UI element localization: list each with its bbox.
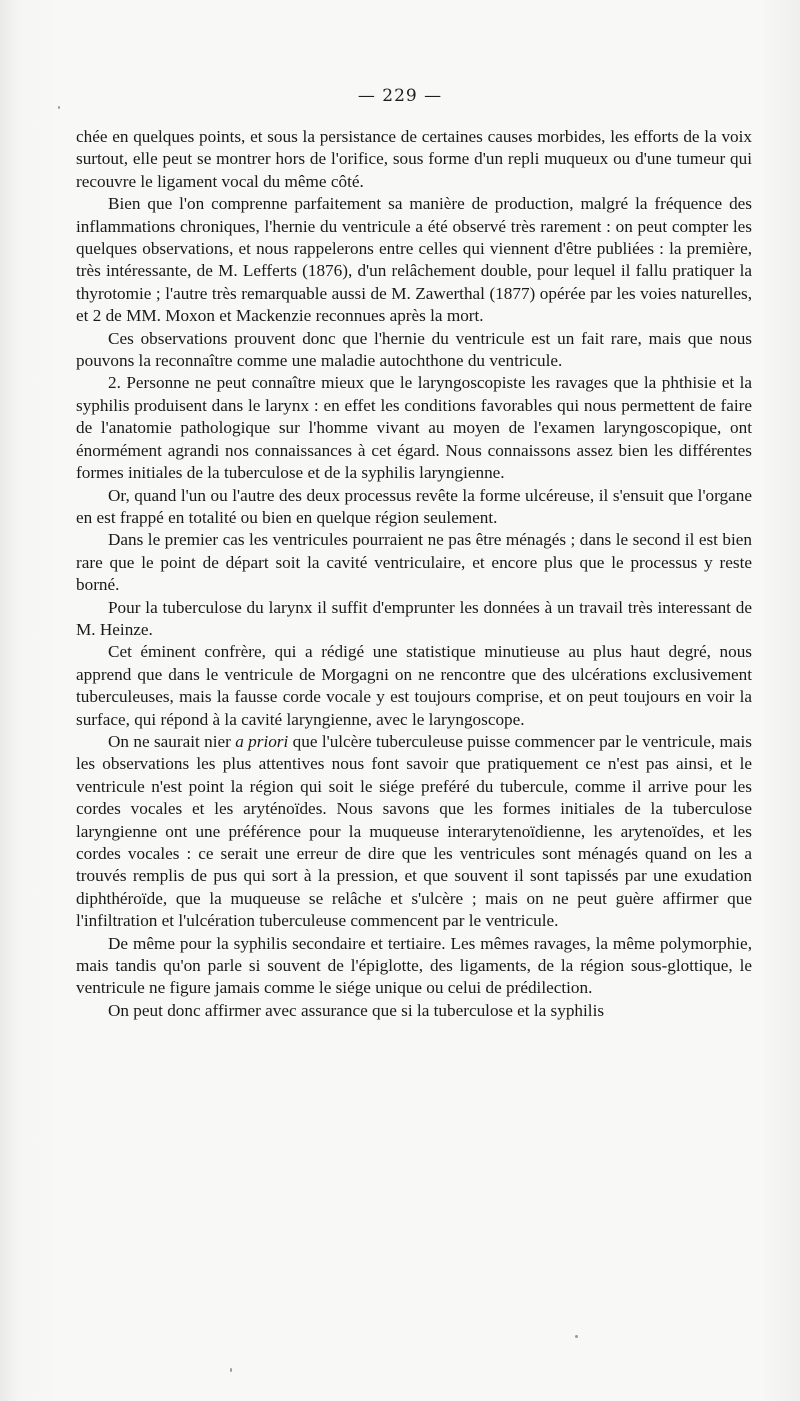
paper-speck — [230, 1368, 232, 1372]
paragraph-de-meme: De même pour la syphilis secondaire et tertiaire. Les mêmes ravages, la même polymorphie, mais tandis qu'on parle si souvent de l'épiglotte, des ligaments, de la région sous-glottique, le ventricule ne figure jamais comme le siége unique ou celui de prédilection. — [76, 933, 752, 998]
paragraph-dans-le-premier: Dans le premier cas les ventricules pourraient ne pas être ménagés ; dans le second il est bien rare que le point de départ soit la cavité ventriculaire, et encore plus que le processus y reste borné. — [76, 530, 752, 595]
text-segment: On ne saurait nier — [108, 731, 236, 751]
paragraph-on-ne-saurait — [76, 731, 752, 933]
body-text — [76, 126, 752, 1022]
paragraph-pour-la-tuberculose: Pour la tuberculose du larynx il suffit d'emprunter les données à un travail très interessant de M. Heinze. — [76, 597, 752, 639]
paper-speck — [575, 1335, 578, 1338]
page-number: — 229 — — [357, 86, 443, 106]
paper-speck — [58, 106, 60, 109]
text-segment: que l'ulcère tuberculeuse puisse commencer par le ventricule, mais les observations les plus attentives nous font savoir que pratiquement ce n'est pas ainsi, et le ventricule n'est point la région qui soit le siége preféré du tubercule, comme il arrive pour les cordes vocales et les aryténoïdes. Nous savons que les formes initiales de la tuberculose laryngienne ont une préférence pour la muqueuse interarytenoïdienne, les arytenoïdes, et les cordes vocales : ce serait une erreur de dire que les ventricules sont ménagés quand on les a trouvés remplis de pus qui sort à la pression, et que souvent il sont tapissés par une exudation diphthéroïde, que la muqueuse se relâche et s'ulcère ; mais on ne peut guère affirmer que l'infiltration et l'ulcération tuberculeuse commencent par le ventricule. — [76, 731, 752, 931]
paragraph-continuation: chée en quelques points, et sous la persistance de certaines causes morbides, les efforts de la voix surtout, elle peut se montrer hors de l'orifice, sous forme d'un repli muqueux ou d'une tumeur qui recouvre le ligament vocal du même côté. — [76, 127, 752, 191]
paragraph-on-peut-donc: On peut donc affirmer avec assurance que si la tuberculose et la syphilis — [108, 1000, 605, 1020]
paragraph-bien-que: Bien que l'on comprenne parfaitement sa manière de production, malgré la fréquence des inflammations chroniques, l'hernie du ventricule a été observé très rarement : on peut compter les quelques observations, et nous rappelerons entre celles qui viennent d'être publiées : la première, très intéressante, de M. Lefferts (1876), d'un relâchement double, pour lequel il fallu pratiquer la thyrotomie ; l'autre très remarquable aussi de M. Zawerthal (1877) opérée par les voies naturelles, et 2 de MM. Moxon et Mackenzie reconnues après la mort. — [76, 194, 752, 326]
italic-phrase: a priori — [235, 731, 289, 751]
paragraph-or-quand: Or, quand l'un ou l'autre des deux processus revête la forme ulcéreuse, il s'ensuit que l'organe en est frappé en totalité ou bien en quelque région seulement. — [76, 485, 752, 527]
paragraph-personne: 2. Personne ne peut connaître mieux que le laryngoscopiste les ravages que la phthisie et la syphilis produisent dans le larynx : en effet les conditions favorables qui nous permettent de faire de l'anatomie pathologique sur l'homme vivant au moyen de l'examen laryngoscopique, ont énormément agrandi nos connaissances à cet égard. Nous connaissons assez bien les différentes formes initiales de la tuberculose et de la syphilis laryngienne. — [76, 373, 752, 483]
paragraph-cet-eminent: Cet éminent confrère, qui a rédigé une statistique minutieuse au plus haut degré, nous apprend que dans le ventricule de Morgagni on ne rencontre que des ulcérations exclusivement tuberculeuses, mais la fausse corde vocale y est toujours comprise, et on peut toujours en voir la surface, qui répond à la cavité laryngienne, avec le laryngoscope. — [76, 642, 752, 729]
paragraph-ces-observations: Ces observations prouvent donc que l'hernie du ventricule est un fait rare, mais que nous pouvons la reconnaître comme une maladie autochthone du ventricule. — [76, 328, 752, 371]
